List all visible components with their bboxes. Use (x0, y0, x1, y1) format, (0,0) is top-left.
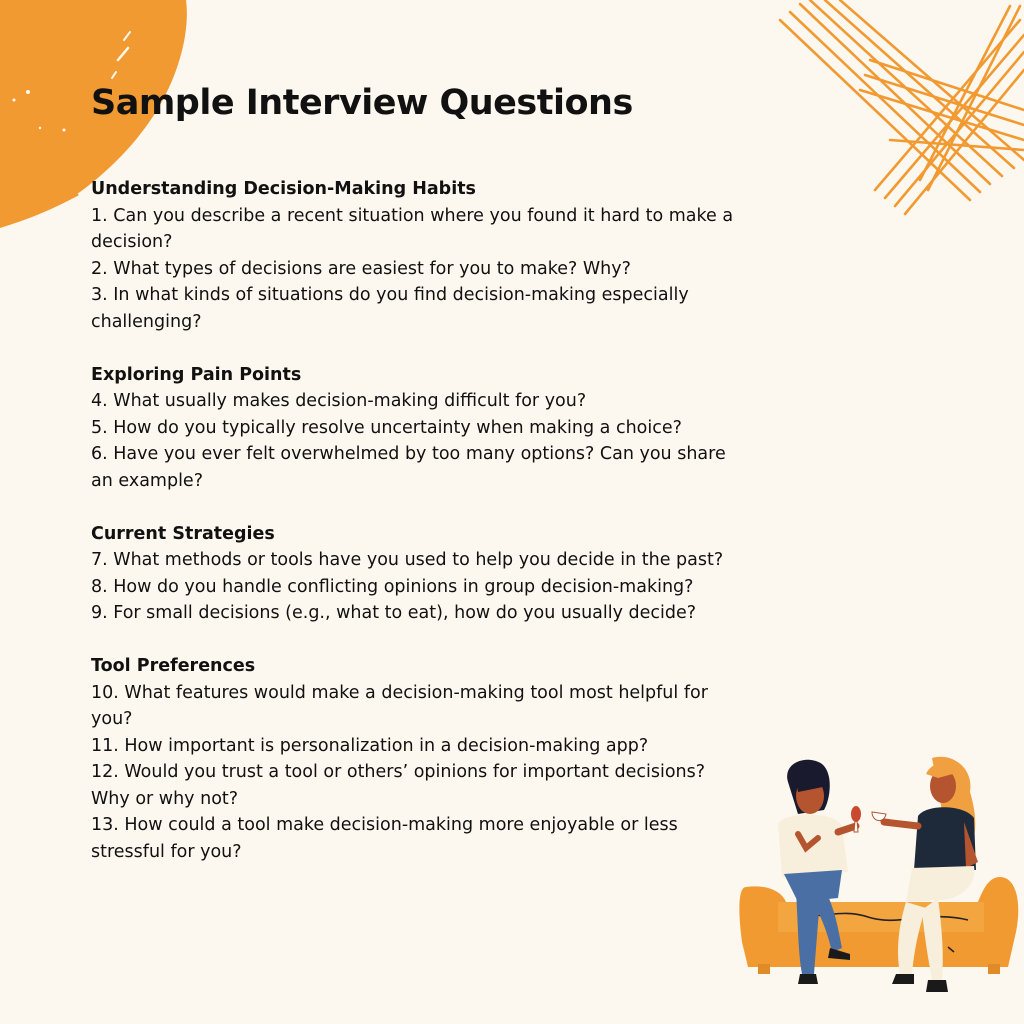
question-list (91, 176, 736, 892)
question-item: 8. How do you handle conflicting opinions in group decision-making? (91, 576, 694, 597)
section-heading: Understanding Decision-Making Habits (91, 179, 476, 199)
section-heading: Tool Preferences (91, 656, 256, 676)
two-women-on-couch-toasting (738, 752, 1024, 1024)
question-item: 7. What methods or tools have you used to help you decide in the past? (91, 550, 724, 570)
section-heading: Exploring Pain Points (91, 364, 302, 385)
question-item: 10. What features would make a decision-making tool most helpful for you? (91, 682, 708, 729)
section-current-strategies (91, 521, 736, 627)
orange-crosshatch (770, 0, 1024, 220)
section-heading: Current Strategies (91, 523, 275, 544)
section-decision-habits (91, 176, 736, 335)
section-tool-preferences (91, 653, 736, 865)
question-item: 1. Can you describe a recent situation where you found it hard to make a decision? (91, 205, 734, 252)
question-item: 11. How important is personalization in a decision-making app? (91, 735, 649, 756)
question-item: 3. In what kinds of situations do you find decision-making especially challenging? (91, 285, 689, 332)
question-item: 2. What types of decisions are easiest for you to make? Why? (91, 258, 631, 279)
question-item: 13. How could a tool make decision-making more enjoyable or less stressful for you? (91, 815, 678, 862)
question-item: 5. How do you typically resolve uncertainty when making a choice? (91, 417, 682, 438)
question-item: 9. For small decisions (e.g., what to eat), how do you usually decide? (91, 603, 697, 623)
section-pain-points (91, 362, 736, 495)
question-item: 6. Have you ever felt overwhelmed by too many options? Can you share an example? (91, 444, 726, 491)
question-item: 4. What usually makes decision-making difficult for you? (91, 391, 587, 411)
page-title: Sample Interview Questions (91, 83, 633, 123)
question-item: 12. Would you trust a tool or others’ opinions for important decisions? Why or why not? (91, 762, 706, 809)
